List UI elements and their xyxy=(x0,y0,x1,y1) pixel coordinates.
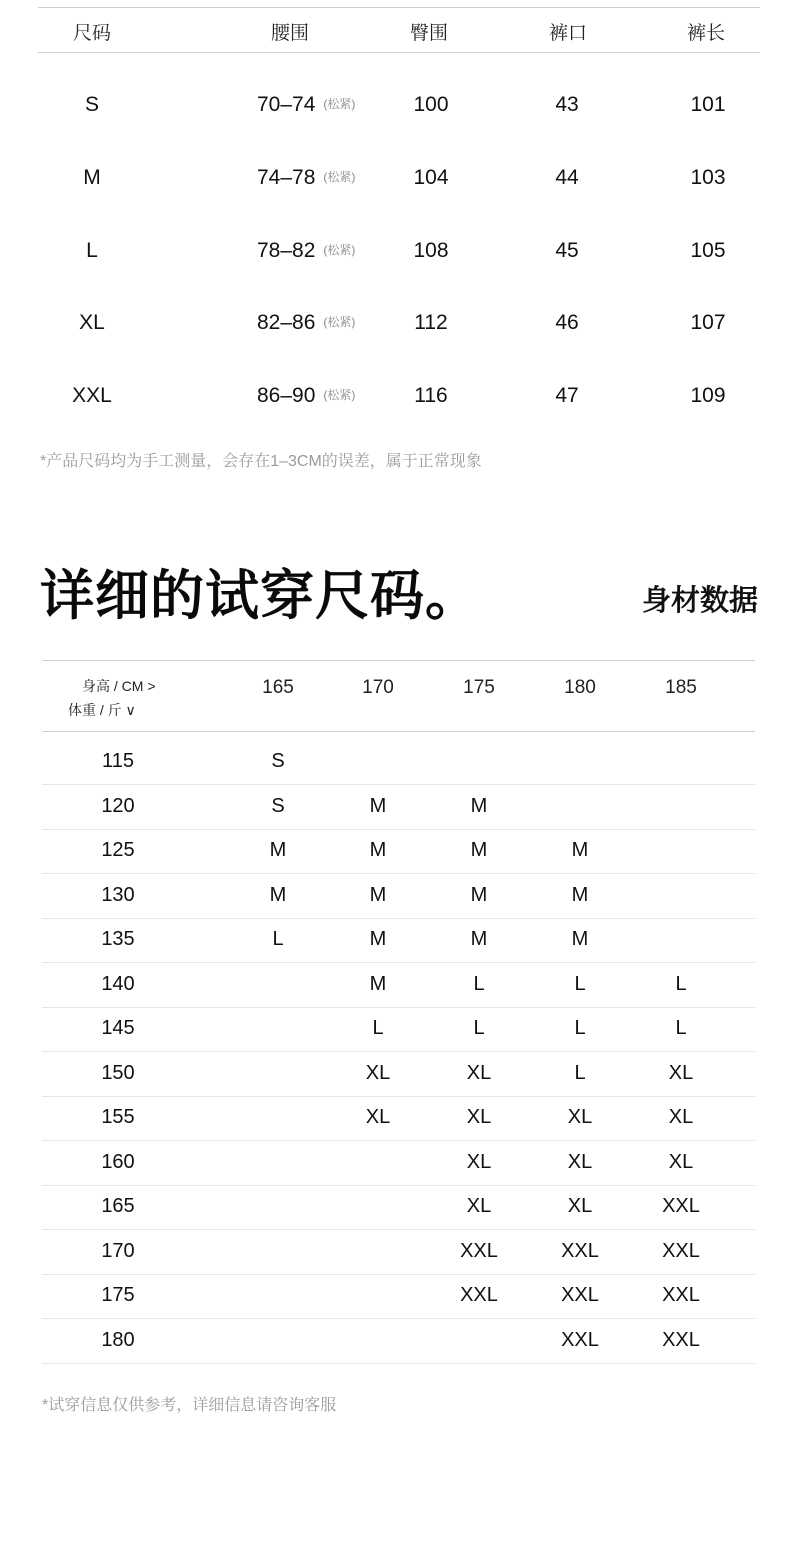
waist-value: 86–90 xyxy=(257,384,316,407)
header-length: 裤长 xyxy=(686,23,726,44)
height-header: 175 xyxy=(463,677,495,698)
waist-value: 82–86 xyxy=(257,311,316,334)
tryon-top-rule xyxy=(42,660,755,661)
tryon-table xyxy=(42,660,755,1365)
waist-cell xyxy=(257,239,355,263)
size-recommendation-cell: XXL xyxy=(561,1328,599,1351)
size-recommendation-cell: XL xyxy=(466,1061,492,1084)
size-recommendation-cell: XL xyxy=(567,1106,593,1128)
weight-cell: 135 xyxy=(101,928,135,950)
waist-note: (松紧) xyxy=(323,243,356,257)
size-recommendation-cell: XL xyxy=(466,1106,492,1128)
header-waist: 腰围 xyxy=(270,23,310,44)
size-recommendation-cell: XL xyxy=(567,1195,593,1217)
waist-cell xyxy=(257,93,355,117)
hem-cell: 44 xyxy=(555,166,579,189)
hem-cell: 45 xyxy=(555,239,579,262)
height-header: 165 xyxy=(262,677,294,698)
table-row xyxy=(42,1319,755,1364)
size-recommendation-cell: M xyxy=(470,883,488,906)
size-recommendation-cell: M xyxy=(369,839,387,861)
size-recommendation-cell: M xyxy=(571,928,589,950)
size-recommendation-cell: XL xyxy=(668,1106,694,1128)
size-recommendation-cell: M xyxy=(369,928,387,950)
table-top-rule xyxy=(38,7,760,8)
height-header: 170 xyxy=(362,677,394,698)
waist-value: 78–82 xyxy=(257,239,316,262)
table-row xyxy=(42,1141,755,1186)
size-recommendation-cell: M xyxy=(369,972,387,995)
size-recommendation-cell: S xyxy=(271,750,285,772)
hip-cell: 100 xyxy=(413,93,449,116)
size-recommendation-cell: M xyxy=(470,839,488,861)
table-row xyxy=(42,785,755,830)
size-table xyxy=(38,0,760,420)
weight-cell: 160 xyxy=(101,1150,135,1173)
size-cell: S xyxy=(84,93,100,116)
waist-cell xyxy=(257,384,355,408)
weight-cell: 145 xyxy=(101,1017,135,1039)
size-recommendation-cell: XL xyxy=(365,1106,391,1128)
size-recommendation-cell: M xyxy=(269,883,287,906)
table-row xyxy=(42,1230,755,1275)
size-recommendation-cell: XXL xyxy=(561,1239,599,1262)
hip-cell: 104 xyxy=(413,166,449,189)
size-recommendation-cell: S xyxy=(271,794,285,817)
weight-cell: 125 xyxy=(101,839,135,861)
size-recommendation-cell: XXL xyxy=(460,1284,498,1306)
header-hem: 裤口 xyxy=(548,23,588,44)
table-row xyxy=(42,918,755,963)
corner-height-label: 身高 / CM > xyxy=(82,678,156,694)
table-row xyxy=(42,1185,755,1230)
weight-cell: 155 xyxy=(101,1106,135,1128)
length-cell: 107 xyxy=(690,311,726,334)
size-recommendation-cell: L xyxy=(272,928,284,950)
size-recommendation-cell: M xyxy=(571,883,589,906)
waist-note: (松紧) xyxy=(323,315,356,329)
hem-cell: 46 xyxy=(555,311,579,334)
size-cell: M xyxy=(83,166,101,189)
table-row xyxy=(42,740,755,785)
size-recommendation-cell: M xyxy=(470,928,488,950)
tryon-footnote: *试穿信息仅供参考，详细信息请咨询客服 xyxy=(42,1397,337,1414)
waist-value: 70–74 xyxy=(257,93,316,116)
size-recommendation-cell: XXL xyxy=(662,1328,700,1351)
section-subtitle: 身材数据 xyxy=(641,585,758,617)
hip-cell: 112 xyxy=(414,311,448,334)
tryon-header-rule xyxy=(42,731,755,732)
hip-cell: 116 xyxy=(414,384,448,407)
table-row xyxy=(42,1096,755,1141)
weight-cell: 170 xyxy=(101,1239,135,1262)
waist-value: 74–78 xyxy=(257,166,316,189)
size-recommendation-cell: XL xyxy=(466,1150,492,1173)
table-row xyxy=(42,1007,755,1052)
weight-cell: 175 xyxy=(101,1284,135,1306)
header-hip: 臀围 xyxy=(409,23,449,44)
size-recommendation-cell: XL xyxy=(567,1150,593,1173)
weight-cell: 140 xyxy=(101,972,135,995)
size-recommendation-cell: L xyxy=(574,972,586,995)
section-title: 详细的试穿尺码。 xyxy=(40,566,480,626)
hip-cell: 108 xyxy=(413,239,449,262)
size-recommendation-cell: XL xyxy=(365,1061,391,1084)
size-recommendation-cell: XXL xyxy=(662,1239,700,1262)
size-cell: XL xyxy=(79,311,105,334)
waist-cell xyxy=(257,166,355,190)
size-recommendation-cell: XL xyxy=(668,1150,694,1173)
height-header: 180 xyxy=(564,677,596,698)
weight-cell: 115 xyxy=(102,750,134,772)
weight-cell: 180 xyxy=(101,1328,135,1351)
waist-note: (松紧) xyxy=(323,388,356,402)
size-recommendation-cell: XL xyxy=(466,1195,492,1217)
length-cell: 101 xyxy=(690,93,726,116)
hem-cell: 47 xyxy=(555,384,579,407)
size-recommendation-cell: L xyxy=(574,1017,586,1039)
size-recommendation-cell: L xyxy=(473,972,485,995)
weight-cell: 165 xyxy=(101,1195,135,1217)
header-size: 尺码 xyxy=(72,23,112,44)
table-row xyxy=(42,829,755,874)
size-recommendation-cell: M xyxy=(470,794,488,817)
size-recommendation-cell: XXL xyxy=(561,1284,599,1306)
corner-weight-label: 体重 / 斤 ∨ xyxy=(68,702,136,718)
weight-cell: 120 xyxy=(101,794,135,817)
size-recommendation-cell: M xyxy=(369,883,387,906)
hem-cell: 43 xyxy=(555,93,579,116)
waist-note: (松紧) xyxy=(323,170,356,184)
size-recommendation-cell: L xyxy=(675,1017,687,1039)
size-recommendation-cell: M xyxy=(571,839,589,861)
size-recommendation-cell: XL xyxy=(668,1061,694,1084)
table-row xyxy=(42,1274,755,1319)
table-row xyxy=(42,1052,755,1097)
length-cell: 109 xyxy=(690,384,726,407)
table-row xyxy=(42,874,755,919)
waist-note: (松紧) xyxy=(323,97,356,111)
size-recommendation-cell: XXL xyxy=(460,1239,498,1262)
size-recommendation-cell: XXL xyxy=(662,1284,700,1306)
size-recommendation-cell: L xyxy=(675,972,687,995)
size-recommendation-cell: L xyxy=(473,1017,485,1039)
weight-cell: 130 xyxy=(101,883,135,906)
size-recommendation-cell: XXL xyxy=(662,1195,700,1217)
size-recommendation-cell: L xyxy=(574,1061,586,1084)
header-rule xyxy=(38,52,760,53)
size-recommendation-cell: M xyxy=(369,794,387,817)
height-header: 185 xyxy=(665,677,697,698)
waist-cell xyxy=(257,311,355,335)
measurement-footnote: *产品尺码均为手工测量，会存在1–3CM的误差，属于正常现象 xyxy=(40,453,482,470)
weight-cell: 150 xyxy=(101,1061,135,1084)
size-cell: L xyxy=(86,239,98,262)
table-row xyxy=(42,963,755,1008)
size-recommendation-cell: L xyxy=(372,1017,384,1039)
size-cell: XXL xyxy=(72,384,112,407)
size-recommendation-cell: M xyxy=(269,839,287,861)
length-cell: 103 xyxy=(690,166,726,189)
length-cell: 105 xyxy=(690,239,726,262)
